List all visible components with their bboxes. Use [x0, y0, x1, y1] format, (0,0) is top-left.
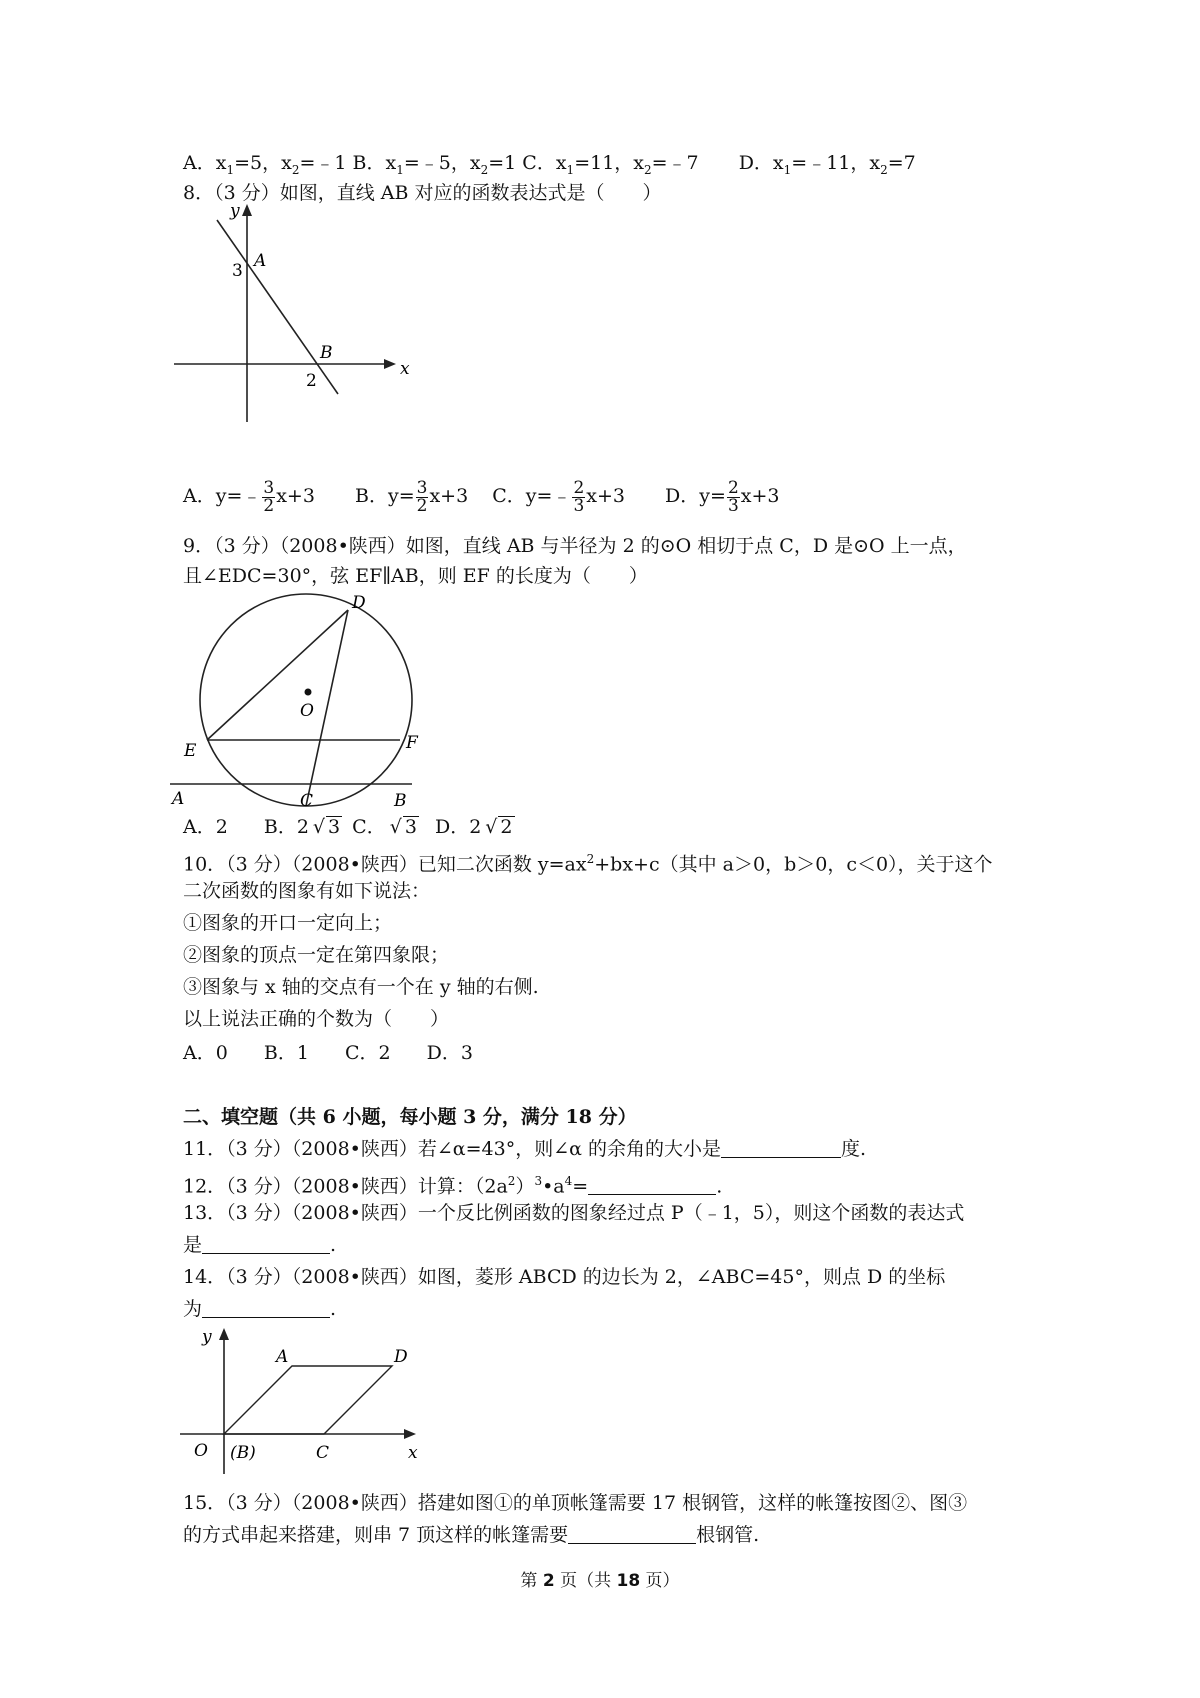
q8-tick-2: 2	[306, 371, 317, 391]
q7-option-c: C．$x_1=11$，$x_2=﹣7$	[522, 152, 699, 177]
q10-stem-line1: 10．（3 分）（2008•陕西）已知二次函数 $y=ax^2+bx+c$（其中 a＞0，b＞0，c＜0），关于这个	[183, 852, 993, 876]
q13-line2: 是 .	[183, 1234, 337, 1256]
q8-option-a: A．y=﹣ $\frac{3}{2}$ x+3	[183, 477, 315, 516]
q9-label-o: O	[300, 701, 314, 721]
q10-options	[183, 1040, 473, 1066]
q8-figure	[170, 201, 410, 438]
page-footer: 第 2 页（共 18 页）	[520, 1571, 680, 1591]
q8-x-arrow	[384, 359, 396, 369]
q9-option-b: B．2 √ 3	[263, 816, 341, 838]
q8-x-label: x	[400, 359, 410, 379]
q7-option-b: B．$x_1=﹣5$，$x_2=1$	[352, 152, 517, 177]
q9-label-e: E	[184, 741, 197, 761]
q10-option-b: B．1	[263, 1042, 309, 1064]
q8-point-a-label: A	[254, 251, 267, 271]
q14-rhombus	[224, 1366, 392, 1434]
q13-line1: 13．（3 分）（2008•陕西）一个反比例函数的图象经过点 P（﹣1，5），则这个函数的表达式	[183, 1202, 965, 1224]
q9-stem-line1: 9．（3 分）（2008•陕西）如图，直线 AB 与半径为 2 的⊙O 相切于点 C，D 是⊙O 上一点，	[183, 535, 967, 557]
q9-label-b: B	[394, 791, 407, 811]
q10-option-d: D．3	[426, 1042, 473, 1064]
q9-figure	[170, 594, 420, 814]
page-number: 2	[542, 1571, 555, 1591]
q14-line2: 为 .	[183, 1298, 337, 1320]
q10-stem-line2: 二次函数的图象有如下说法：	[183, 880, 431, 902]
q14-line1: 14．（3 分）（2008•陕西）如图，菱形 ABCD 的边长为 2，∠ABC=45°，则点 D 的坐标	[183, 1266, 946, 1288]
q10-statement-3: ③图象与 x 轴的交点有一个在 y 轴的右侧.	[183, 976, 539, 998]
q9-chord-de	[207, 610, 348, 740]
q8-option-b: B．y= $\frac{3}{2}$ x+3	[355, 477, 469, 516]
q7-option-a: A．$x_1=5$，$x_2=﹣1$	[183, 152, 347, 177]
q9-label-a: A	[172, 789, 185, 809]
q12: 12．（3 分）（2008•陕西）计算：$(2a^2)^3•a^4=$ .	[183, 1174, 723, 1198]
q10-option-a: A．0	[183, 1042, 228, 1064]
q14-y-arrow	[219, 1328, 229, 1340]
q14-label-a: A	[276, 1347, 289, 1367]
q14-figure	[172, 1328, 432, 1488]
q8-tick-3: 3	[232, 261, 243, 281]
q15-line2: 的方式串起来搭建，则串 7 顶这样的帐篷需要 根钢管.	[183, 1524, 760, 1546]
q9-option-d: D．2 √ 2	[434, 816, 513, 838]
q8-point-b-label: B	[320, 343, 333, 363]
q9-label-f: F	[406, 733, 418, 753]
q9-circle	[200, 594, 412, 806]
page-total: 18	[616, 1571, 641, 1591]
q9-option-a: A．2	[183, 816, 228, 838]
q14-answer-blank[interactable]	[202, 1299, 330, 1318]
q9-center-dot	[305, 689, 312, 696]
q9-stem-line2: 且∠EDC=30°，弦 EF∥AB，则 EF 的长度为（ ）	[183, 565, 648, 587]
q13-answer-blank[interactable]	[202, 1235, 330, 1254]
q10-statement-1: ①图象的开口一定向上；	[183, 912, 393, 934]
q9-label-c: C	[300, 791, 314, 811]
q14-label-o: O	[194, 1441, 208, 1461]
q10-option-c: C．2	[344, 1042, 391, 1064]
q10-statement-2: ②图象的顶点一定在第四象限；	[183, 944, 450, 966]
q7-option-d: D．$x_1=﹣11$，$x_2=7$	[738, 152, 916, 177]
q8-line-ab	[217, 220, 338, 394]
q12-answer-blank[interactable]	[588, 1176, 716, 1195]
q14-label-d: D	[394, 1347, 408, 1367]
q14-label-b: (B)	[230, 1443, 256, 1463]
q9-option-c: C． √ 3	[352, 816, 417, 838]
q8-options	[183, 478, 780, 515]
q9-options	[183, 814, 515, 840]
q9-label-d: D	[352, 593, 366, 613]
q8-y-label: y	[230, 201, 240, 221]
q8-stem: 8．（3 分）如图，直线 AB 对应的函数表达式是（ ）	[183, 182, 662, 204]
q11-answer-blank[interactable]	[721, 1139, 841, 1158]
q14-y-label: y	[202, 1327, 212, 1347]
q7-options	[183, 150, 916, 183]
q14-x-arrow	[404, 1429, 416, 1439]
q8-option-d: D．y= $\frac{2}{3}$ x+3	[665, 477, 780, 516]
q15-line1: 15．（3 分）（2008•陕西）搭建如图①的单顶帐篷需要 17 根钢管，这样的帐篷按图②、图③	[183, 1492, 968, 1514]
q14-label-c: C	[316, 1443, 330, 1463]
q11: 11．（3 分）（2008•陕西）若∠α=43°，则∠α 的余角的大小是 度.	[183, 1138, 867, 1160]
section2-title: 二、填空题（共 6 小题，每小题 3 分，满分 18 分）	[183, 1106, 637, 1128]
q14-x-label: x	[408, 1443, 418, 1463]
q10-ask: 以上说法正确的个数为（ ）	[183, 1008, 450, 1030]
q15-answer-blank[interactable]	[568, 1525, 696, 1544]
q8-option-c: C．y=﹣ $\frac{2}{3}$ x+3	[492, 477, 625, 516]
